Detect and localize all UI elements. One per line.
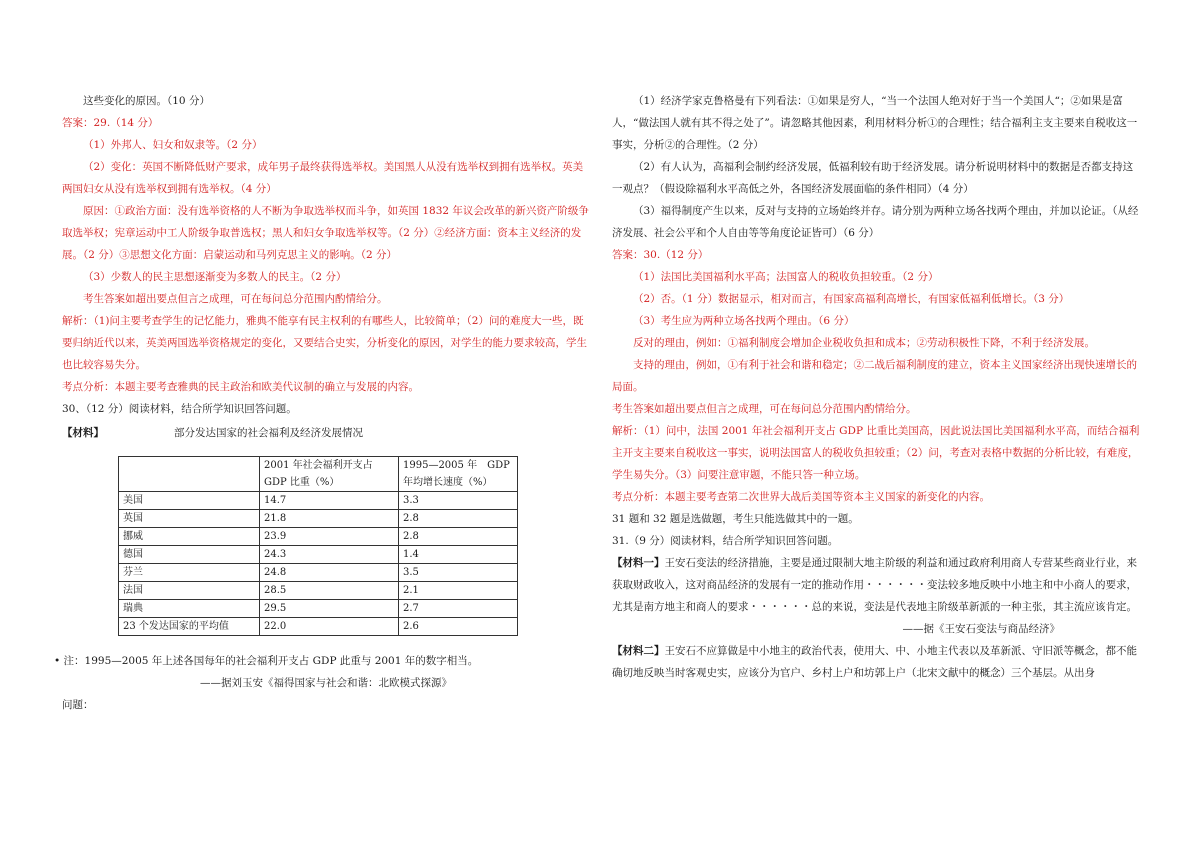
spacer <box>62 636 590 650</box>
table-row <box>119 564 518 582</box>
analysis-29: 解析：（1)问主要考查学生的记忆能力，雅典不能享有民主权利的有哪些人，比较简单；（2）问的难度大一些，既要归纳近代以来，英美两国选举资格规定的变化，又要结合史实，分析变化的原因，对学生的能力要求较高，学生也比较容易失分。 <box>62 315 587 371</box>
answer-30-oppose: 反对的理由，例如：①福利制度会增加企业税收负担和成本；②劳动积极性下降，不利于经济发展。 <box>633 337 1095 349</box>
growth-cell: 2.7 <box>399 600 518 618</box>
answer-29-part2-change: （2）变化：英国不断降低财产要求，成年男子最终获得选举权。美国黑人从没有选举权到拥有选举权。英美两国妇女从没有选举权到拥有选举权。（4 分） <box>62 161 584 195</box>
question-30-part1: （1）经济学家克鲁格曼有下列看法：①如果是穷人，“当一个法国人绝对好于当一个美国人“；②如果是富人，“做法国人就有其不得之处了”。请忽略其他因素，利用材料分析①的合理性；结合福利主支主要来自税收这一事实，分析②的合理性。（2 分） <box>612 95 1138 151</box>
country-cell: 瑞典 <box>119 600 260 618</box>
table-row <box>119 528 518 546</box>
analysis-30: 解析：（1）问中，法国 2001 年社会福利开支占 GDP 比重比美国高，因此说法国比美国福利水平高，而结合福利主开支主要来自税收这一事实，说明法国富人的税收负担较重；（2）问，考查对表格中数据的分析比较，有难度，学生易失分。（3）问要注意审题，不能只答一种立场。 <box>612 425 1140 481</box>
question-30-part3: （3）福得制度产生以来，反对与支持的立场始终并存。请分别为两种立场各找两个理由，并加以论证。（从经济发展、社会公平和个人自由等等角度论证皆可）（6 分） <box>612 205 1139 239</box>
country-cell: 英国 <box>119 510 260 528</box>
question-30-heading: 30、（12 分）阅读材料，结合所学知识回答问题。 <box>62 403 297 415</box>
country-cell: 法国 <box>119 582 260 600</box>
table-header-row <box>119 457 518 492</box>
material-heading <box>62 422 590 444</box>
country-cell: 德国 <box>119 546 260 564</box>
country-cell: 美国 <box>119 492 260 510</box>
topic-analysis-30: 考点分析：本题主要考查第二次世界大战后美国等资本主义国家的新变化的内容。 <box>612 491 990 503</box>
material-tag: 【材料】 <box>62 427 104 439</box>
material-two-text: 王安石不应算做是中小地主的政治代表，使用大、中、小地主代表以及革新派、守旧派等概念，都不能确切地反映当时客观史实，应该分为官户、乡村上户和坊郭上户（北宋文献中的概念）三个基层。从出身 <box>612 645 1137 679</box>
table-note: • 注：1995—2005 年上述各国每年的社会福利开支占 GDP 此重与 2001 年的数字相当。 <box>54 655 479 667</box>
question-30-part2: （2）有人认为，高福利会制约经济发展，低福利较有助于经济发展。请分析说明材料中的数据是否都支持这一观点？（假设除福利水平高低之外，各国经济发展面临的条件相同）（4 分） <box>612 161 1134 195</box>
growth-cell: 3.3 <box>399 492 518 510</box>
answer-29-part2-reason: 原因：①政治方面：没有选举资格的人不断为争取选举权而斗争，如英国 1832 年议会改革的新兴资产阶级争取选举权；宪章运动中工人阶级争取普选权；黑人和妇女争取选举权等。（2 分）②经济方面：资本主义经济的发展。（2 分）③思想文化方面：启蒙运动和马列克思主义的影响。（2 分） <box>62 205 589 261</box>
growth-cell: 1.4 <box>399 546 518 564</box>
answer-30-support: 支持的理由，例如，①有利于社会和谐和稳定；②二战后福利制度的建立，资本主义国家经济出现快速增长的局面。 <box>612 359 1137 393</box>
welfare-cell: 14.7 <box>260 492 399 510</box>
table-row <box>119 618 518 636</box>
material-two-tag: 【材料二】 <box>612 645 665 657</box>
table-header-cell: 2001 年社会福利开支占 GDP 比重（%） <box>260 457 399 492</box>
table-row <box>119 546 518 564</box>
right-column <box>612 90 1140 684</box>
growth-cell: 2.8 <box>399 528 518 546</box>
question-31-heading: 31.（9 分）阅读材料，结合所学知识回答问题。 <box>612 535 839 547</box>
material-one-tag: 【材料一】 <box>612 557 665 569</box>
answer-29-part3: （3）少数人的民主思想逐渐变为多数人的民主。（2 分） <box>83 271 347 283</box>
welfare-cell: 29.5 <box>260 600 399 618</box>
country-cell: 23 个发达国家的平均值 <box>119 618 260 636</box>
material-one-text: 王安石变法的经济措施，主要是通过限制大地主阶级的利益和通过政府利用商人专营某些商业行业，来获取财政收入，这对商品经济的发展有一定的推动作用・・・・・・变法较多地反映中小地主和中小商人的要求，尤其是南方地主和商人的要求・・・・・・总的来说，变法是代表地主阶级革新派的一种主张，其主流应该肯定。 <box>612 557 1137 613</box>
table-row <box>119 582 518 600</box>
growth-cell: 2.6 <box>399 618 518 636</box>
growth-cell: 2.1 <box>399 582 518 600</box>
left-column <box>54 90 590 716</box>
question-label: 问题： <box>62 699 94 711</box>
topic-analysis-29: 考点分析：本题主要考查雅典的民主政治和欧美代议制的确立与发展的内容。 <box>62 381 419 393</box>
welfare-cell: 24.8 <box>260 564 399 582</box>
welfare-table <box>118 456 518 636</box>
material-two <box>612 640 1140 684</box>
answer-30-part1: （1）法国比美国福利水平高；法国富人的税收负担较重。（2 分） <box>633 271 939 283</box>
answer-30-heading: 答案：30.（12 分） <box>612 249 709 261</box>
country-cell: 挪威 <box>119 528 260 546</box>
growth-cell: 3.5 <box>399 564 518 582</box>
optional-questions-note: 31 题和 32 题是选做题，考生只能选做其中的一题。 <box>612 513 859 525</box>
material-one <box>612 552 1140 618</box>
growth-cell: 2.8 <box>399 510 518 528</box>
welfare-cell: 24.3 <box>260 546 399 564</box>
material-one-source: ——据《王安石变法与商品经济》 <box>902 623 1060 635</box>
answer-30-part3: （3）考生应为两种立场各找两个理由。（6 分） <box>633 315 855 327</box>
source-citation: ——据刘玉安《福得国家与社会和谐：北欧模式探源》 <box>200 677 452 689</box>
welfare-cell: 22.0 <box>260 618 399 636</box>
welfare-cell: 23.9 <box>260 528 399 546</box>
welfare-cell: 21.8 <box>260 510 399 528</box>
table-row <box>119 510 518 528</box>
table-row <box>119 600 518 618</box>
answer-30-part2: （2）否。（1 分）数据显示，相对而言，有国家高福利高增长，有国家低福利低增长。（3 分） <box>633 293 1070 305</box>
table-row <box>119 492 518 510</box>
country-cell: 芬兰 <box>119 564 260 582</box>
answer-29-heading: 答案：29.（14 分） <box>62 117 159 129</box>
grading-note-30: 考生答案如超出要点但言之成理，可在每问总分范围内酌情给分。 <box>612 403 917 415</box>
answer-29-part1: （1）外邦人、妇女和奴隶等。（2 分） <box>83 139 263 151</box>
welfare-cell: 28.5 <box>260 582 399 600</box>
table-title: 部分发达国家的社会福利及经济发展情况 <box>174 427 363 439</box>
table-header-cell: 1995—2005 年 GDP 年均增长速度（%） <box>399 457 518 492</box>
grading-note-29: 考生答案如超出要点但言之成理，可在每问总分范围内酌情给分。 <box>83 293 388 305</box>
table-header-cell <box>119 457 260 492</box>
question-tail: 这些变化的原因。（10 分） <box>83 95 210 107</box>
